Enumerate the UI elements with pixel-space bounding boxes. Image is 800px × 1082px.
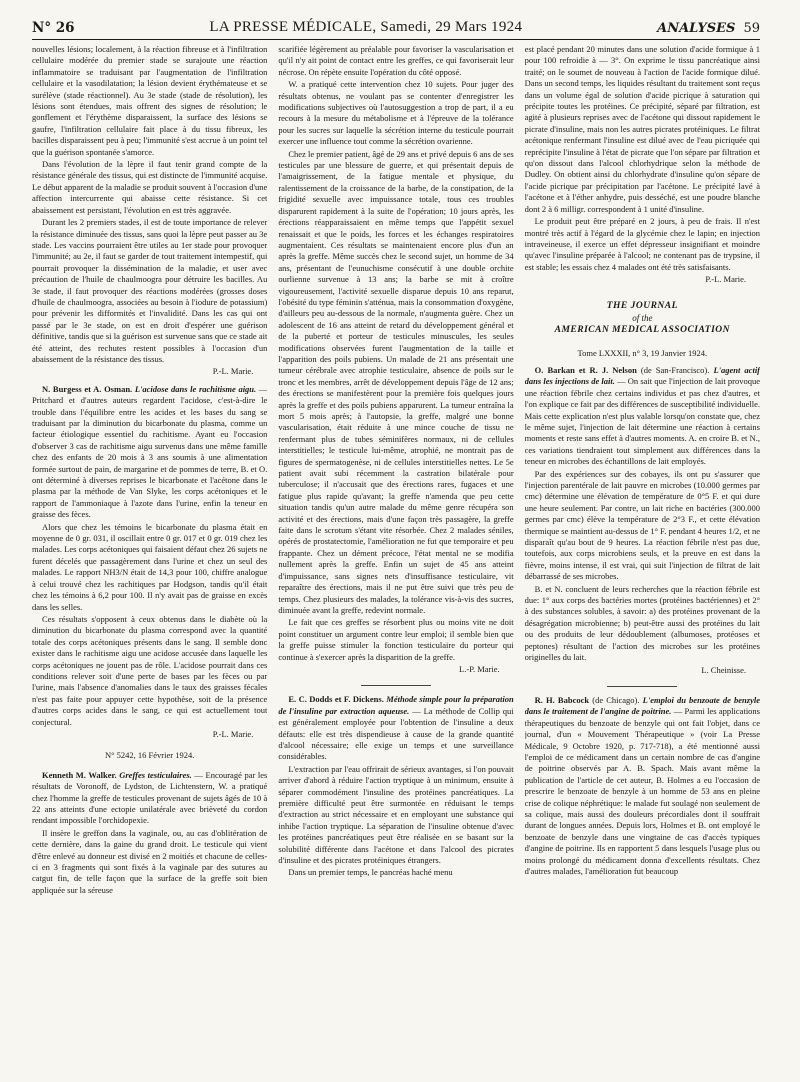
paragraph: Chez le premier patient, âgé de 29 ans et privé depuis 6 ans de ses testicules par une blessure de guerre, et qui présentait depuis de l'amaigrissement, de la fatigue mentale et physique, du ralentissement de la croissance de la barbe, de la constipation, de la frigidité sexuelle avec impuissance totale, tous ces troubles disparurent rapidement à la suite de l'opération; 10 jours après, les érections réapparaissaient en même temps que l'appétit sexuel renaissait et que le poids, les forces et les échanges respiratoires augmentaient. Ces résultats se maintenaient encore plus d'un an après la greffe. Même succès chez le second sujet, un homme de 34 ans, présentant de l'eunuchisme consécutif à une double orchite ourlienne survenue à 13 ans; la barbe se mit à croître vigoureusement, l'activité sexuelle disparue depuis 10 ans reparut, l'obésité du type féminin s'atténua, mais la consommation d'oxygène, d'ailleurs peu au-dessous de la normale, n'augmenta guère. Chez un adolescent de 16 ans atteint de retard du développement général et de la puberté et porteur de testicules minuscules, les seules modifications observées furent l'augmentation de la taille et l'apparition des poils pubiens. Un malade de 21 ans présentait une tumeur cérébrale avec atrophie testiculaire, absence de poils sur le tronc et les membres, arrêt de développement depuis l'âge de 12 ans; des érections se manifestèrent pour la première fois quelques jours après la greffe et des poils pubiens apparurent. La tumeur entraîna la mort 5 mois après; à l'autopsie, la greffe, malgré une bonne vascularisation, était réduite à une mince couche de tissu ne renfermant plus de tubes séminifères normaux, ni de cellules interstitielles; le testicule lui-même, atrophié, ne montrait pas de figures de spermatogenèse, ni de cellules interstitielles nettes. Le 5e patient avait subi récemment la castration bilatérale pour tuberculose; il n'accusait que des érections rares, fugaces et une fatigue plus rapide qu'avant; la greffe n'amenda que peu cette situation tandis qu'un autre malade du même genre récupéra son activité et des érections, mais d'une façon très passagère, la greffe faite dans le scrotum s'étant vite résorbée. Chez 2 malades séniles, opérés de prostatectomie, l'amélioration ne fut que temporaire et peu frappante. Chez un dément précoce, l'état mental ne se modifia nullement après la greffe. Enfin un sujet de 45 ans atteint d'impuissance, sans signes nets d'insuffisance testiculaire, vit reparaître des érections, mais il ne put être suivi que très peu de temps. Chez plusieurs des malades, la tolérance vis-à-vis des sucres, diminuée avant la greffe, redevint normale. [278,148,514,615]
paragraph: B. et N. concluent de leurs recherches que la réaction fébrile est due: 1° aux corps des bactéries mortes (protéines bactériennes) et 2° à des substances solubles, à savoir: a) des protéines provenant de la désagrégation microbienne; b) peut-être aussi des protéines du lait ou des produits de leur dédoublement (albumoses, protéoses et peptones) résultant de l'action des microbes sur les protéines originelles du lait. [524,583,760,663]
article-insuline [278,694,513,762]
article-author: O. Barkan et R. J. Nelson [534,364,637,375]
paragraph: Le fait que ces greffes se résorbent plus ou moins vite ne doit point constituer un argument contre leur emploi; il semble bien que la greffe puisse stimuler la fonction testiculaire du porteur qui continue à s'exercer après la disparition de la greffe. [278,617,514,662]
journal-title: LA PRESSE MÉDICALE, Samedi, 29 Mars 1924 [209,19,523,35]
article-lait [525,365,760,468]
paragraph: — Parmi les applications thérapeutiques du benzoate de benzyle qui ont fait l'objet, dans ce journal, d'un « Mouvement Thérapeutique » (voir La Presse Médicale, 9 Octobre 1920, p. 717-718), a été mentionné aussi l'emploi de ce médicament dans un certain nombre de cas d'angine de poitrine observés par A. B. Spach. Mais avant même la publication de l'article de cet auteur, B. Holmes a eu l'occasion de prescrire le benzoate de benzyle à un homme de 53 ans en pleine crise de colique néphrétique: le malade fut soulagé non seulement de sa colique, mais aussi des douleurs précordiales dont il souffrait durant de longues années. Depuis lors, Holmes et B. ont employé le benzoate de benzyle dans une vingtaine de cas d'accès typiques d'angine de poitrine. Ils en rapportent 5 dans lesquels l'usage plus ou moins prolongé du médicament donna d'excellents résultats. Chez d'autres malades, l'amélioration fut beaucoup [524,706,760,876]
column-1 [32,44,267,1076]
author-signature: L.-P. Marie. [459,663,500,674]
journal-section-heading [525,300,760,336]
author-signature: P.-L. Marie. [212,366,254,377]
page-number: 59 [743,21,760,36]
text-columns [32,44,760,1076]
paragraph: Le produit peut être préparé en 2 jours, à peu de frais. Il n'est montré très actif à l'égard de la glycémie chez le lapin; en injection intraveineuse, il exerce un effet dépresseur insignifiant et moindre qu'avec l'insuline préparée à l'alcool; ne contenant pas de trypsine, il est stable; les essais chez 4 malades ont été très satisfaisants. [524,216,760,272]
paragraph: — On sait que l'injection de lait provoque une réaction fébrile chez certains individus et pas chez d'autres, et l'on explique ce fait par des différences de susceptibilité individuelle. Mais cette explication n'est plus valable lorsqu'on constate que, chez le même sujet, l'injection de lait détermine une réaction à certains moments et reste sans effet à d'autres moments. A. en croire B. et N., ces variations tiendraient tout simplement aux différences dans la teneur en microbes des échantillons de lait employés. [524,376,760,467]
divider [361,685,431,686]
paragraph: Dans un premier temps, le pancréas haché menu [288,867,453,878]
article-title: L'emploi du benzoate de benzyle dans le traitement de l'angine de poitrine. [524,694,760,717]
paragraph: Durant les 2 premiers stades, il est de toute importance de relever la résistance diminuée des tissus, sans quoi la lèpre peut passer au 3e stade. Les vaccins pourraient être utiles au 1er stade pour provoquer l'immunité; au 2e, il faut se garder de tout traitement intempestif, qui pourrait provoquer la dissémination de la maladie, et user avec précaution de l'huile de chaulmoogra pour détruire les bacilles. Au 3e stade, il faut provoquer des réactions modérées (grosses doses d'huile de chaulmoogra, associées au besoin à l'iodure de potassium) pour prévenir les difformités et l'invalidité. Dans les cas qui ont passé par le 3e stade, on est en droit d'espérer une guérison définitive, tandis que si la guérison est survenue sans que ce stade ait été atteint, des rechutes restent possibles à l'occasion d'un abaissement de la résistance des tissus. [32,217,268,364]
article-greffes [32,770,267,827]
paragraph: Dans l'évolution de la lèpre il faut tenir grand compte de la résistance générale des tissus, qui est distincte de l'immunité acquise. Le début apparent de la maladie se produit souvent à l'occasion d'une affection intercurrente qui abaisse cette résistance. Si cet abaissement est persistant, l'évolution en est très aggravée. [32,159,268,215]
article-author: N. Burgess et A. Osman. [42,383,133,394]
article-title: L'acidose dans le rachitisme aigu. [134,383,257,394]
issue-dateline: N° 5242, 16 Février 1924. [104,750,195,761]
author-place: (de San-Francisco). [640,364,710,375]
paragraph: — Pritchard et d'autres auteurs regardent l'acidose, c'est-à-dire le trouble dans l'équilibre entre les acides et les bases du sang se traduisant par la diminution du bicarbonate du plasma, comme un facteur étiologique essentiel du rachitisme. Ayant eu l'occasion d'observer 3 cas de rachitisme aigu survenus dans une même famille chez des enfants de 20 mois à 3 ans soumis à une alimentation formée surtout de pain, de margarine et de pommes de terre, B. et O. ont déterminé à diverses reprises le bicarbonate et l'acétone dans le plasma par la méthode de Van Slyke, les corps acétoniques et le rapport de l'ammoniaque à l'azote dans l'urine, enfin la teneur en graisse des fèces. [32,383,268,520]
paragraph: Il insère le greffon dans la vaginale, ou, au cas d'oblitération de cette dernière, dans la gaine du grand droit. Le testicule qui vient d'être enlevé au donneur est divisé en 2 moitiés et chacune de celles-ci en 3 fragments qui sont fixés à la vaginale par des sutures au catgut fin, de telle façon que la surface de la greffe soit bien appliquée sur la séreuse [32,827,268,895]
paragraph: W. a pratiqué cette intervention chez 10 sujets. Pour juger des résultats obtenus, ne voulant pas se contenter d'enregistrer les modifications subjectives où l'autosuggestion a trop de part, il a eu recours à la mesure du métabolisme et à l'épreuve de la tolérance pour les sucres sur laquelle la sécrétion interne du testicule pourrait exercer une influence tout comme la sécrétion ovarienne. [278,79,514,147]
divider [607,686,677,687]
journal-name-line2: of the [632,312,653,323]
author-signature: P.-L. Marie. [212,728,254,739]
author-signature: P.-L. Marie. [705,274,746,285]
column-3 [525,44,760,1076]
article-author: E. C. Dodds et F. Dickens. [288,694,384,705]
paragraph: — La méthode de Collip qui est généralement employée pour l'obtention de l'insuline a deux défauts: elle est très dispendieuse à cause de la grande quantité d'alcool nécessaire; elle exige un temps et une surveillance considérables. [278,705,514,762]
section-name: ANALYSES [657,21,736,36]
article-title: L'agent actif dans les injections de lait. [524,364,760,387]
paragraph: Par des expériences sur des cobayes, ils ont pu s'assurer que l'injection parentérale de lait pauvre en microbes (10.000 germes par cmc) détermine une élévation de température de 0°5 F. et qui dure une heure seulement. Par contre, un lait riche en bactéries (300.000 germes par cmc) élève la température de 2°3 F., et cette élévation thermique se maintient au-dessus de 1° F. pendant 4 heures 1/2, et ne disparaît qu'au bout de 9 heures. La réaction fébrile n'est pas due, toutefois, aux corps microbiens seuls, et la preuve en est dans la fièvre, moins intense, il est vrai, qui suit l'injection de filtrat de lait débarrassé de ses microbes. [524,468,760,582]
article-title: Méthode simple pour la préparation de l'insuline par extraction aqueuse. [278,694,514,716]
author-signature: L. Cheinisse. [701,664,746,675]
paragraph: Ces résultats s'opposent à ceux obtenus dans le diabète où la diminution du bicarbonate du plasma correspond avec la quantité totale des corps acétoniques présents dans le sang. Il semble donc exister dans le rachitisme aigu une acidose accusée dans laquelle les corps acétoniques ne jouent pas de rôle. L'acidose pourrait dans ces conditions relever soit d'une perte de bases par les fèces ou par l'urine, mais l'absence d'anomalies dans le taux des graisses fécales n'est pas faite pour appuyer cette hypothèse, soit de la présence d'autres corps acides dans le sang, ce qui est actuellement tout conjectural. [32,613,268,727]
journal-name-line1: THE JOURNAL [606,300,678,311]
journal-name-line3: AMERICAN MEDICAL ASSOCIATION [554,324,731,335]
article-acidose [32,384,267,521]
paragraph: L'extraction par l'eau offrirait de sérieux avantages, si l'on pouvait arriver d'abord à réduire l'action tryptique à un minimum, ensuite à séparer commodément l'insuline des protéines pancréatiques. La première difficulté peut être surmontée en réduisant le temps d'extraction au strict nécessaire et en employant une substance qui inhibe l'action tryptique. La séparation de l'insuline obtenue d'avec les protéines pancréatiques peut être réalisée en se basant sur la solubilité différente dans l'acétone et dans l'alcool des picrates d'insuline et des picrates protéiniques étrangers. [278,763,514,866]
section-and-page [657,21,760,36]
paragraph: est placé pendant 20 minutes dans une solution d'acide formique à 1 pour 100 refroidie à — 3°. On exprime le tissu pancréatique ainsi traité; on le soumet de nouveau à l'action de l'acide formique dilué. Dans un second temps, les liquides résultant du traitement sont reçus dans un volume égal de solution d'acide picrique à saturation qui précipite toutes les protéines. Ce précipité, séparé par filtration, est agité à plusieurs reprises avec de l'acétone qui dissout rapidement le picrate d'insuline, mais non les autres picrates protéiniques. Le filtrat acétonique renfermant l'insuline est dilué avec de l'eau picriquée qui reprécipite l'insuline à l'état de picrate que l'on sépare par filtration et qu'on dissout dans l'alcool chlorhydrique selon la méthode de Dudley. On obtient ainsi du chlorhydrate d'insuline qu'on sépare de l'acide picrique par précipitation par l'acétone. Le précipité lavé à l'acétone et à l'éther anhydre, puis desséché, est une poudre blanche dont 2 à 6 milligr. correspondent à 1 unité d'insuline. [524,44,760,214]
article-benzoate [525,695,760,878]
paragraph: nouvelles lésions; localement, à la réaction fibreuse et à l'infiltration cellulaire modérée du premier stade se surajoute une réaction inflammatoire se traduisant par l'augmentation de l'infiltration cellulaire et la vasodilatation; la lésion devient érythémateuse et se surélève (stade réactionnel). Au 3e stade (stade de résolution), les lésions sont étendues, mais offrent des signes de résolution; le gonflement et l'érythème disparaissent, la surface des lésions se gaufre, l'infiltration cellulaire fait place à du tissu fibreux, les bacilles disparaissent peu à peu; l'immunité s'est accrue à un point tel que la guérison spontanée s'amorce. [32,44,268,157]
article-author: Kenneth M. Walker. [42,769,117,780]
page-header [32,10,760,40]
article-title: Greffes testiculaires. [119,769,192,780]
paragraph: — Encouragé par les résultats de Voronoff, de Lydston, de Lichtenstern, W. a pratiqué chez l'homme la greffe de testicules provenant de sujets âgés de 10 à 22 ans atteints d'une ectopie unilatérale avec brièveté du cordon rendant impossible l'orchidopexie. [32,769,268,826]
article-author: R. H. Babcock [534,694,590,705]
intro-article-body [32,44,267,365]
column-2 [278,44,513,1076]
author-place: (de Chicago). [592,694,640,705]
paragraph: Alors que chez les témoins le bicarbonate du plasma était en moyenne de 0 gr. 031, il oscillait entre 0 gr. 017 et 0 gr. 019 chez les malades. Les corps acétoniques qui faisaient défaut chez 26 sujets ne furent décelés que passagèrement dans l'urine et chez un seul des malades. Le rapport NH3/N était de 14,3 pour 100, chiffre analogue à celui trouvé chez les rachitiques par Hodgson, tandis qu'il était chez les témoins à 6,2 pour 100. Il n'y avait pas de graisse en excès dans les selles. [32,521,268,612]
journal-volume: Tome LXXXII, n° 3, 19 Janvier 1924. [577,347,708,358]
issue-number: N° 26 [32,20,75,36]
paragraph: scarifiée légèrement au préalable pour favoriser la vascularisation et qu'il n'y ait point de contact entre les greffes, ce qui favoriserait leur nécrose. On répète ensuite l'opération du côté opposé. [278,44,514,77]
